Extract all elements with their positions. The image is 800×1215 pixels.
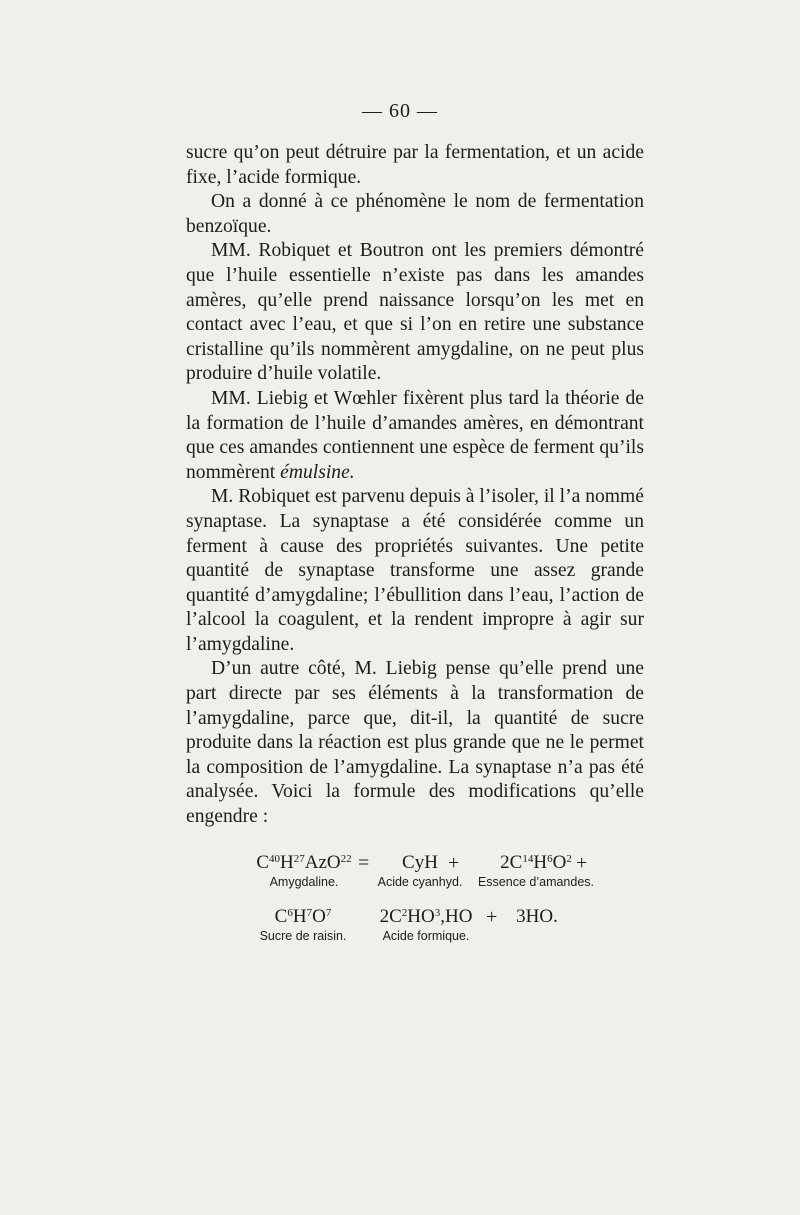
- equals-sign: =: [358, 852, 370, 874]
- plus-sign-2: +: [486, 906, 498, 928]
- water-formula: 3HO.: [516, 906, 558, 927]
- paragraph: sucre qu’on peut détruire par la fermentation, et un acide fixe, l’acide formique.: [186, 142, 644, 188]
- acide-formique-formula: $2C^2HO^3,HO$: [379, 906, 473, 927]
- cyanhydric-label: Acide cyanhyd.: [377, 875, 463, 889]
- paragraph: On a donné à ce phénomène le nom de fermentation benzoïque.: [186, 191, 644, 237]
- essence-label: Essence d’amandes.: [477, 875, 595, 889]
- sucre-formula: $C^6H^7O^7$: [274, 906, 332, 927]
- sucre-term: [248, 906, 358, 944]
- amygdaline-formula: $C^{40}H^{27}AzO^{22}$: [256, 852, 352, 873]
- formula-line-1: [186, 852, 644, 904]
- paragraph: MM. Robiquet et Boutron ont les premiers démontré que l’huile essentielle n’existe pas dans les amandes amères, qu’elle prend naissance lorsqu’on les met en contact avec l’eau, et que si l’on en retire une substance cristalline qu’ils nommèrent amygdaline, on ne peut plus produire d’huile volatile.: [186, 240, 644, 385]
- emulsine-term: émulsine.: [280, 461, 355, 483]
- plus-sign-end: +: [576, 852, 588, 874]
- water-term: [506, 906, 568, 928]
- paragraph: MM. Liebig et Wœhler fixèrent plus tard la théorie de la formation de l’huile d’amandes amères, en démontrant que ces amandes contiennent une espèce de ferment qu’ils nommèrent émulsine.: [186, 387, 644, 483]
- sucre-label: Sucre de raisin.: [259, 929, 347, 943]
- body-text: [186, 141, 644, 830]
- page-number: — 60 —: [362, 100, 438, 122]
- amygdaline-term: [244, 852, 364, 890]
- acide-formique-term: [366, 906, 486, 944]
- cyanhydric-formula: CyH: [402, 852, 438, 873]
- essence-formula: $2C^{14}H^6O^2$: [500, 852, 572, 873]
- paragraph: M. Robiquet est parvenu depuis à l’isoler, il l’a nommé synaptase. La synaptase a été considérée comme un ferment à cause des propriétés suivantes. Une petite quantité de synaptase transforme une assez grande quantité d’amygdaline; l’ébullition dans l’eau, l’action de l’alcool la coagulent, et la rendent impropre à agir sur l’amygdaline.: [186, 486, 644, 655]
- plus-sign: +: [448, 852, 460, 874]
- formula-line-2: [186, 906, 644, 958]
- amygdaline-label: Amygdaline.: [269, 875, 339, 889]
- paragraph: D’un autre côté, M. Liebig pense qu’elle prend une part directe par ses éléments à la transformation de l’amygdaline, parce que, dit-il, la quantité de sucre produite dans la réaction est plus grande que ne le permet la composition de l’amygdaline. La synaptase n’a pas été analysée. Voici la formule des modifications qu’elle engendre :: [186, 658, 644, 828]
- acide-formique-label: Acide formique.: [382, 929, 470, 943]
